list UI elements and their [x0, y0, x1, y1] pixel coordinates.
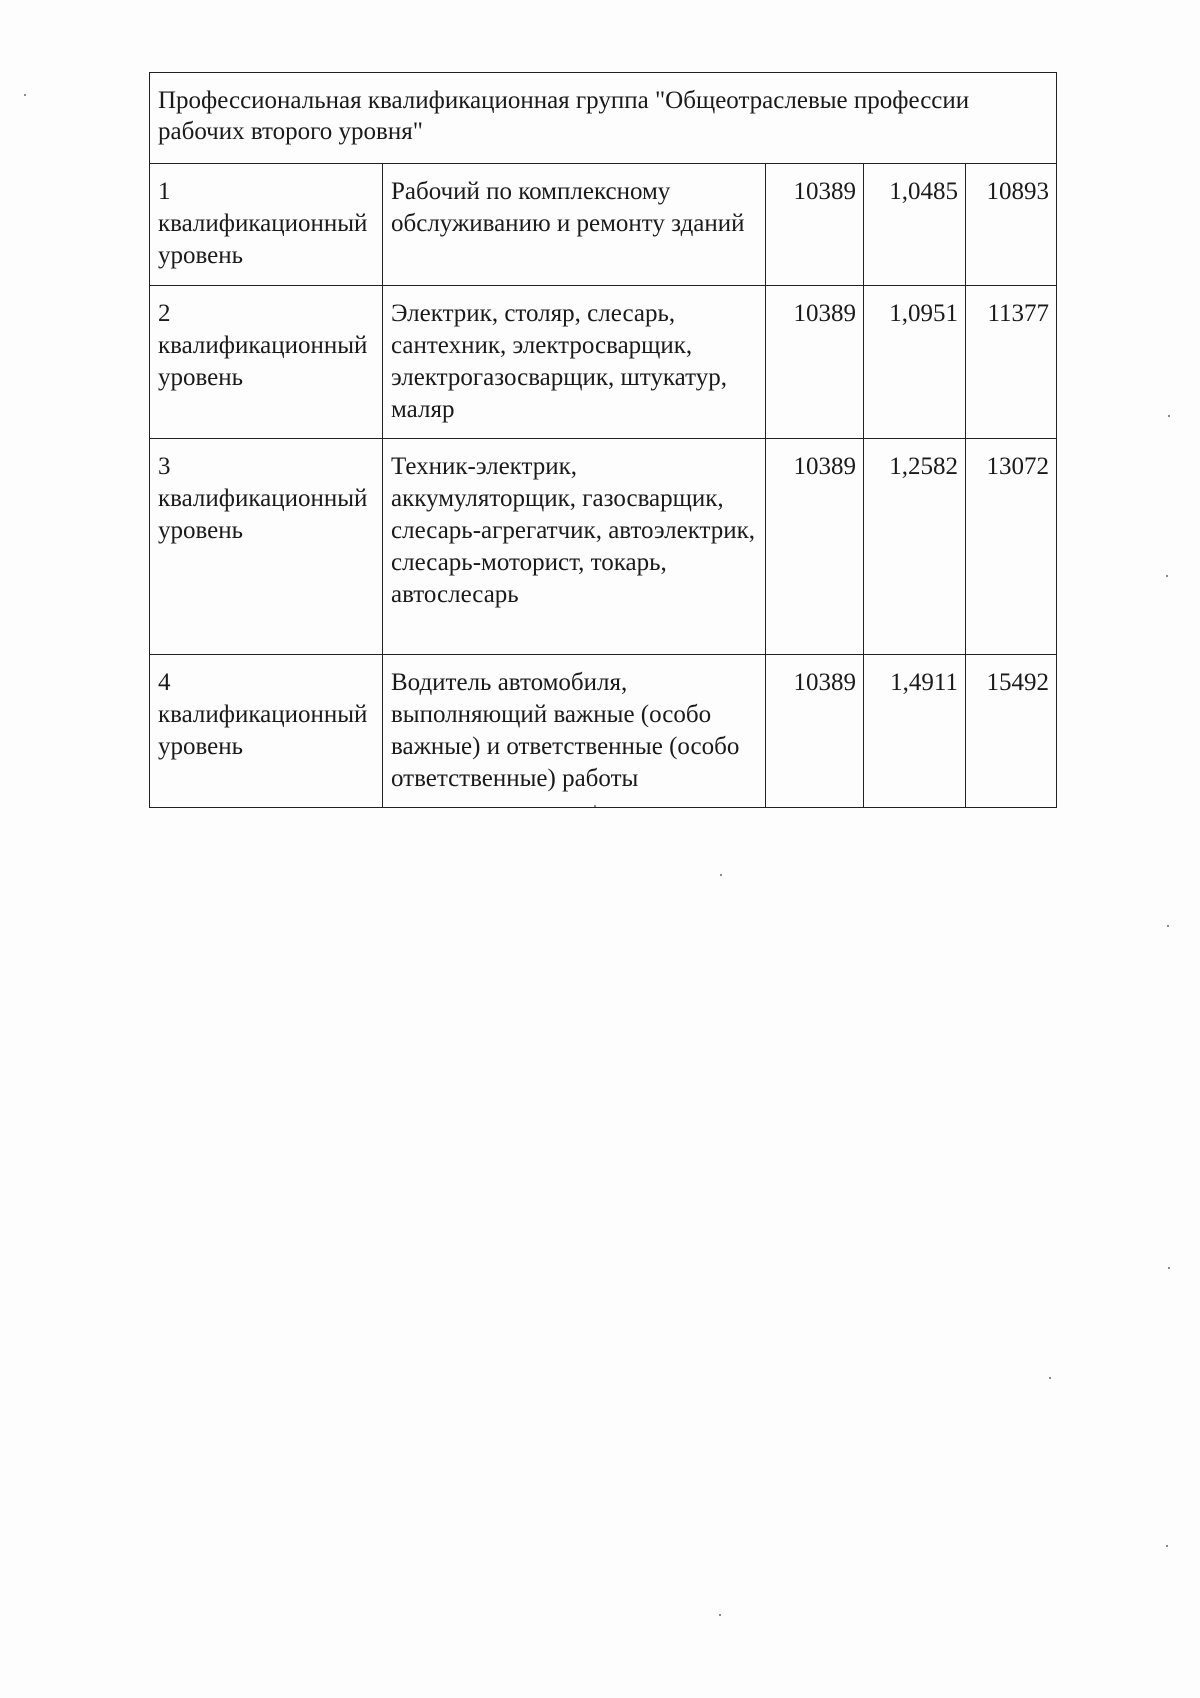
level-label: квалификационный уровень [158, 210, 368, 269]
table-row [150, 655, 1057, 808]
table-row [150, 286, 1057, 439]
coefficient-cell: 1,0485 [864, 164, 966, 286]
group-header-row [150, 73, 1057, 164]
level-number: 3 [158, 453, 171, 480]
scan-speck [719, 1614, 721, 1616]
level-label: квалификационный уровень [158, 701, 368, 760]
qualification-table [149, 72, 1057, 808]
scan-speck [594, 805, 596, 807]
salary-cell: 10893 [966, 164, 1057, 286]
level-number: 2 [158, 300, 171, 327]
salary-cell: 13072 [966, 439, 1057, 655]
scan-speck [1166, 575, 1168, 577]
coefficient-cell: 1,4911 [864, 655, 966, 808]
salary-cell: 15492 [966, 655, 1057, 808]
base-cell: 10389 [766, 439, 864, 655]
professions-cell: Техник-электрик, аккумуляторщик, газосварщик, слесарь-агрегатчик, автоэлектрик, слесарь-моторист, токарь, автослесарь [383, 439, 766, 655]
level-cell [150, 655, 383, 808]
scan-speck [1166, 1545, 1168, 1547]
scan-speck [1168, 1267, 1170, 1269]
base-cell: 10389 [766, 655, 864, 808]
scan-speck [1049, 1377, 1051, 1379]
scan-speck [720, 874, 722, 876]
level-number: 4 [158, 669, 171, 696]
base-cell: 10389 [766, 286, 864, 439]
level-label: квалификационный уровень [158, 485, 368, 544]
coefficient-cell: 1,0951 [864, 286, 966, 439]
level-cell [150, 286, 383, 439]
level-number: 1 [158, 178, 171, 205]
salary-cell: 11377 [966, 286, 1057, 439]
level-cell [150, 439, 383, 655]
level-cell [150, 164, 383, 286]
group-header: Профессиональная квалификационная группа "Общеотраслевые профессии рабочих второго уровня" [150, 73, 1057, 164]
coefficient-cell: 1,2582 [864, 439, 966, 655]
scan-speck [1168, 415, 1170, 417]
professions-cell: Рабочий по комплексному обслуживанию и ремонту зданий [383, 164, 766, 286]
professions-cell: Водитель автомобиля, выполняющий важные (особо важные) и ответственные (особо ответственные) работы [383, 655, 766, 808]
scan-speck [1167, 925, 1169, 927]
scan-speck [24, 94, 26, 96]
base-cell: 10389 [766, 164, 864, 286]
table-row [150, 439, 1057, 655]
table-row [150, 164, 1057, 286]
level-label: квалификационный уровень [158, 332, 368, 391]
professions-cell: Электрик, столяр, слесарь, сантехник, электросварщик, электрогазосварщик, штукатур, маляр [383, 286, 766, 439]
